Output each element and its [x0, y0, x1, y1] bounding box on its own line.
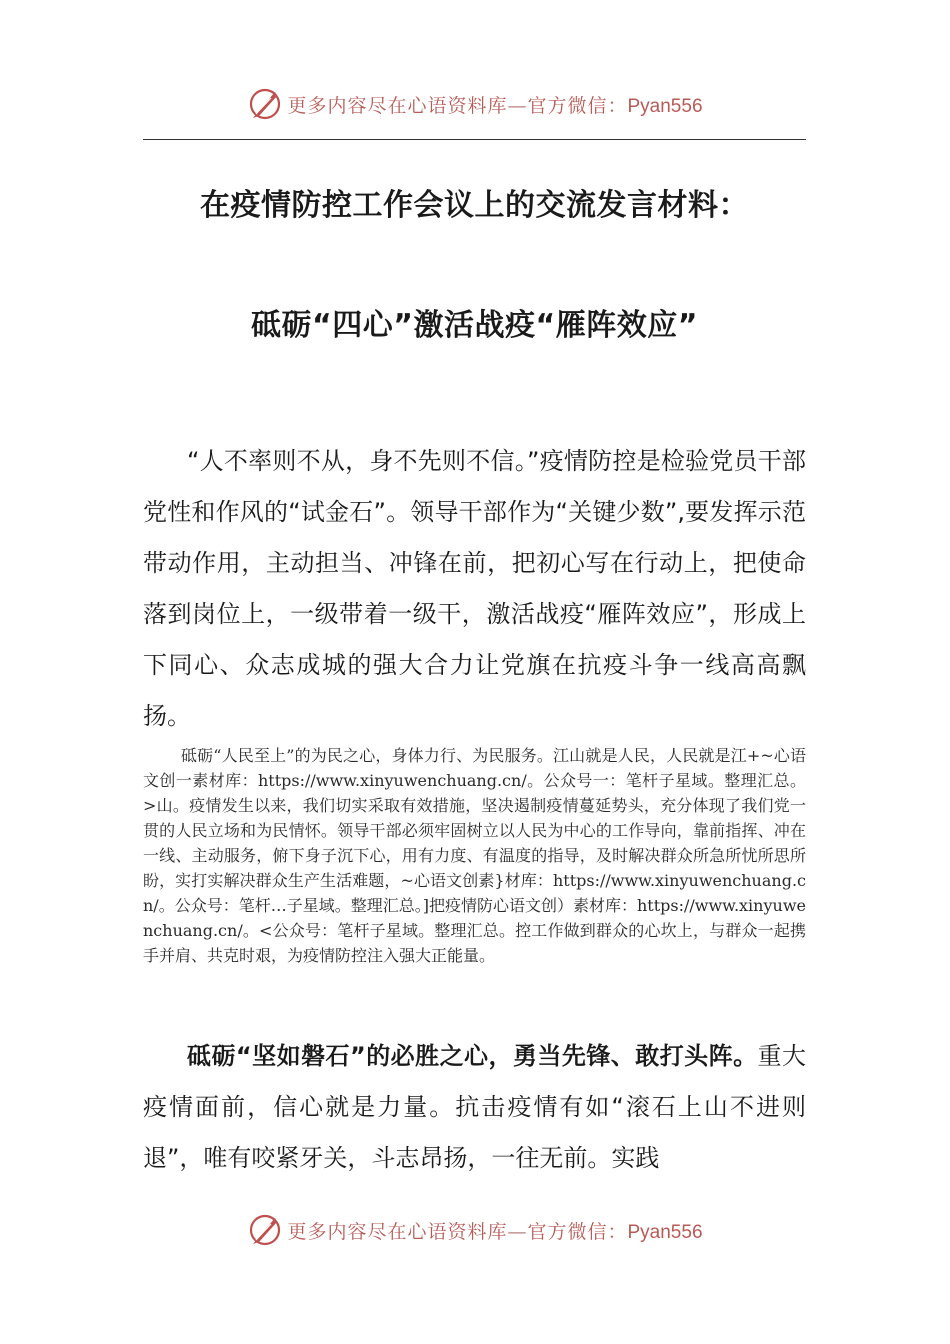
section-heading: 砥砺“坚如磐石”的必胜之心，勇当先锋、敢打头阵。 [187, 1042, 758, 1070]
header-banner [0, 84, 950, 124]
banner-suffix: 官方微信： [527, 94, 628, 117]
document-title: 在疫情防控工作会议上的交流发言材料： [200, 188, 749, 223]
body-paragraph-1: “人不率则不从，身不先则不信。”疫情防控是检验党员干部党性和作风的“试金石”。领导干部作为“关键少数”,要发挥示范带动作用，主动担当、冲锋在前，把初心写在行动上，把使命落到岗位上，一级带着一级干，激活战疫“雁阵效应”，形成上下同心、众志成城的强大合力让党旗在抗疫斗争一线高高飘扬。 [143, 447, 806, 730]
quill-logo-icon [247, 1212, 283, 1248]
banner-text [287, 1217, 702, 1244]
quill-logo-icon [247, 86, 283, 122]
header-divider [143, 139, 806, 140]
banner-separator: — [507, 94, 528, 117]
body-paragraph-2 [143, 1031, 806, 1184]
banner-handle: Pyan556 [627, 1221, 703, 1243]
banner-main: 更多内容尽在心语资料库 [287, 1220, 508, 1243]
banner-main: 更多内容尽在心语资料库 [287, 94, 508, 117]
banner-text [287, 91, 702, 118]
footer-banner [0, 1210, 950, 1250]
inserted-note-paragraph: 砥砺“人民至上”的为民之心，身体力行、为民服务。江山就是人民，人民就是江+~心语文创一素材库：https://www.xinyuwenchuang.cn/。公众号一：笔杆子星域。整理汇总。>山。疫情发生以来，我们切实采取有效措施，坚决遏制疫情蔓延势头，充分体现了我们党一贯的人民立场和为民情怀。领导干部必须牢固树立以人民为中心的工作导向，靠前指挥、冲在一线、主动服务，俯下身子沉下心，用有力度、有温度的指导，及时解决群众所急所忧所思所盼，实打实解决群众生产生活难题，~心语文创素}材库：https://www.xinyuwenchuang.cn/。公众号：笔杆…子星域。整理汇总。]把疫情防心语文创）素材库：https://www.xinyuwenchuang.cn/。<公众号：笔杆子星域。整理汇总。控工作做到群众的心坎上，与群众一起携手并肩、共克时艰，为疫情防控注入强大正能量。 [143, 746, 806, 965]
document-subtitle: 砥砺“四心”激活战疫“雁阵效应” [251, 308, 698, 343]
banner-suffix: 官方微信： [527, 1220, 628, 1243]
section-body: 重大疫情面前，信心就是力量。抗击疫情有如“滚石上山不进则退”，唯有咬紧牙关，斗志昂扬，一往无前。实践 [143, 1042, 807, 1172]
banner-handle: Pyan556 [627, 95, 703, 117]
banner-separator: — [507, 1220, 528, 1243]
